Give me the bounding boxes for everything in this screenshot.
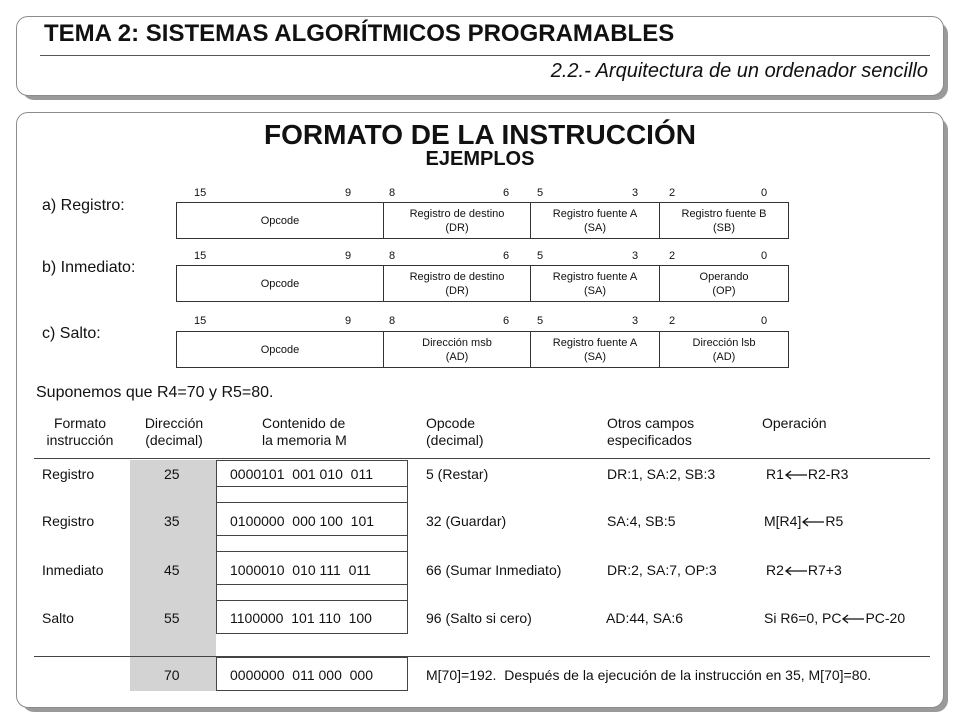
- bit-label: 9: [345, 315, 352, 327]
- field-opcode: Opcode: [260, 343, 300, 356]
- field-sa: Registro fuente A (SA): [530, 332, 659, 367]
- bit-positions-inmediato: [0, 250, 960, 264]
- row-direccion: 70: [164, 667, 180, 683]
- row-opcode: 32 (Guardar): [426, 513, 507, 529]
- instruction-format-salto: [176, 331, 789, 368]
- row-otros-campos: DR:1, SA:2, SB:3: [607, 466, 716, 482]
- bit-label: 0: [761, 187, 768, 199]
- row-operacion: M[R4] R5: [764, 513, 844, 529]
- row-formato: Registro: [42, 466, 95, 482]
- row-formato: Inmediato: [42, 562, 104, 578]
- format-label-registro: a) Registro:: [42, 197, 125, 214]
- row-direccion: 45: [164, 562, 180, 578]
- left-arrow-icon: [784, 565, 808, 577]
- left-arrow-icon: [784, 469, 808, 481]
- instruction-format-inmediato: [176, 265, 789, 302]
- table-separator-rule: [34, 656, 930, 657]
- bit-label: 8: [389, 187, 396, 199]
- row-direccion: 35: [164, 513, 180, 529]
- bit-label: 8: [389, 250, 396, 262]
- bit-label: 5: [537, 187, 544, 199]
- row-memoria: 1000010 010 111 011: [230, 562, 371, 578]
- bit-label: 6: [503, 187, 510, 199]
- row-operacion: Si R6=0, PC PC-20: [764, 610, 906, 626]
- field-dr: Registro de destino (DR): [383, 266, 530, 301]
- row-memoria: 0000101 001 010 011: [230, 466, 373, 482]
- page-subtitle: EJEMPLOS: [425, 148, 535, 170]
- bit-label: 6: [503, 250, 510, 262]
- bit-label: 3: [632, 187, 639, 199]
- row-otros-campos: SA:4, SB:5: [607, 513, 676, 529]
- field-opcode: Opcode: [260, 277, 300, 290]
- col-header-formato: Formato instrucción: [46, 415, 114, 448]
- row-formato: Salto: [42, 610, 74, 626]
- row-operacion: R1 R2-R3: [766, 466, 849, 482]
- bit-label: 3: [632, 250, 639, 262]
- page-title: FORMATO DE LA INSTRUCCIÓN: [264, 119, 696, 150]
- bit-label: 15: [194, 315, 207, 327]
- memory-cell: [216, 584, 408, 601]
- row-direccion: 55: [164, 610, 180, 626]
- row-opcode: 5 (Restar): [426, 466, 489, 482]
- left-arrow-icon: [801, 516, 825, 528]
- col-header-contenido: Contenido de la memoria M: [262, 415, 347, 448]
- row-note: M[70]=192. Después de la ejecución de la instrucción en 35, M[70]=80.: [426, 667, 872, 683]
- bit-label: 3: [632, 315, 639, 327]
- header-divider: [40, 55, 930, 56]
- bit-label: 0: [761, 250, 768, 262]
- bit-label: 5: [537, 315, 544, 327]
- col-header-direccion: Dirección (decimal): [144, 415, 204, 448]
- row-otros-campos: AD:44, SA:6: [606, 610, 684, 626]
- row-otros-campos: DR:2, SA:7, OP:3: [607, 562, 717, 578]
- bit-label: 6: [503, 315, 510, 327]
- left-arrow-icon: [841, 613, 865, 625]
- table-header-rule: [34, 458, 930, 459]
- row-direccion: 25: [164, 466, 180, 482]
- bit-label: 5: [537, 250, 544, 262]
- bit-label: 9: [345, 250, 352, 262]
- slide-section-subtitle: 2.2.- Arquitectura de un ordenador sencillo: [550, 60, 928, 82]
- field-ad-msb: Dirección msb (AD): [383, 332, 530, 367]
- col-header-operacion: Operación: [762, 415, 827, 431]
- row-memoria: 0000000 011 000 000: [230, 667, 373, 683]
- field-opcode: Opcode: [260, 214, 300, 227]
- row-memoria: 0100000 000 100 101: [230, 513, 375, 529]
- field-op: Operando (OP): [659, 266, 788, 301]
- format-label-inmediato: b) Inmediato:: [42, 259, 136, 276]
- bit-label: 2: [669, 315, 676, 327]
- col-header-otros: Otros campos especificados: [607, 415, 695, 448]
- field-dr: Registro de destino (DR): [383, 203, 530, 238]
- bit-label: 2: [669, 250, 676, 262]
- row-memoria: 1100000 101 110 100: [230, 610, 372, 626]
- instruction-format-registro: [176, 202, 789, 239]
- bit-label: 0: [761, 315, 768, 327]
- bit-label: 15: [194, 187, 207, 199]
- bit-label: 9: [345, 187, 352, 199]
- row-operacion: R2 R7+3: [766, 562, 842, 578]
- row-formato: Registro: [42, 513, 95, 529]
- format-label-salto: c) Salto:: [42, 325, 101, 342]
- slide-topic-title: TEMA 2: SISTEMAS ALGORÍTMICOS PROGRAMABLES: [44, 20, 675, 47]
- field-sb: Registro fuente B (SB): [659, 203, 788, 238]
- memory-cell: [216, 486, 408, 503]
- row-opcode: 66 (Sumar Inmediato): [426, 562, 562, 578]
- bit-label: 8: [389, 315, 396, 327]
- bit-positions-salto: [0, 315, 960, 329]
- assumption-text: Suponemos que R4=70 y R5=80.: [36, 384, 274, 401]
- field-sa: Registro fuente A (SA): [530, 203, 659, 238]
- memory-cell: [216, 535, 408, 552]
- row-opcode: 96 (Salto si cero): [426, 610, 532, 626]
- bit-label: 15: [194, 250, 207, 262]
- bit-label: 2: [669, 187, 676, 199]
- col-header-opcode: Opcode (decimal): [426, 415, 484, 448]
- field-sa: Registro fuente A (SA): [530, 266, 659, 301]
- bit-positions-registro: [0, 187, 960, 201]
- field-ad-lsb: Dirección lsb (AD): [659, 332, 788, 367]
